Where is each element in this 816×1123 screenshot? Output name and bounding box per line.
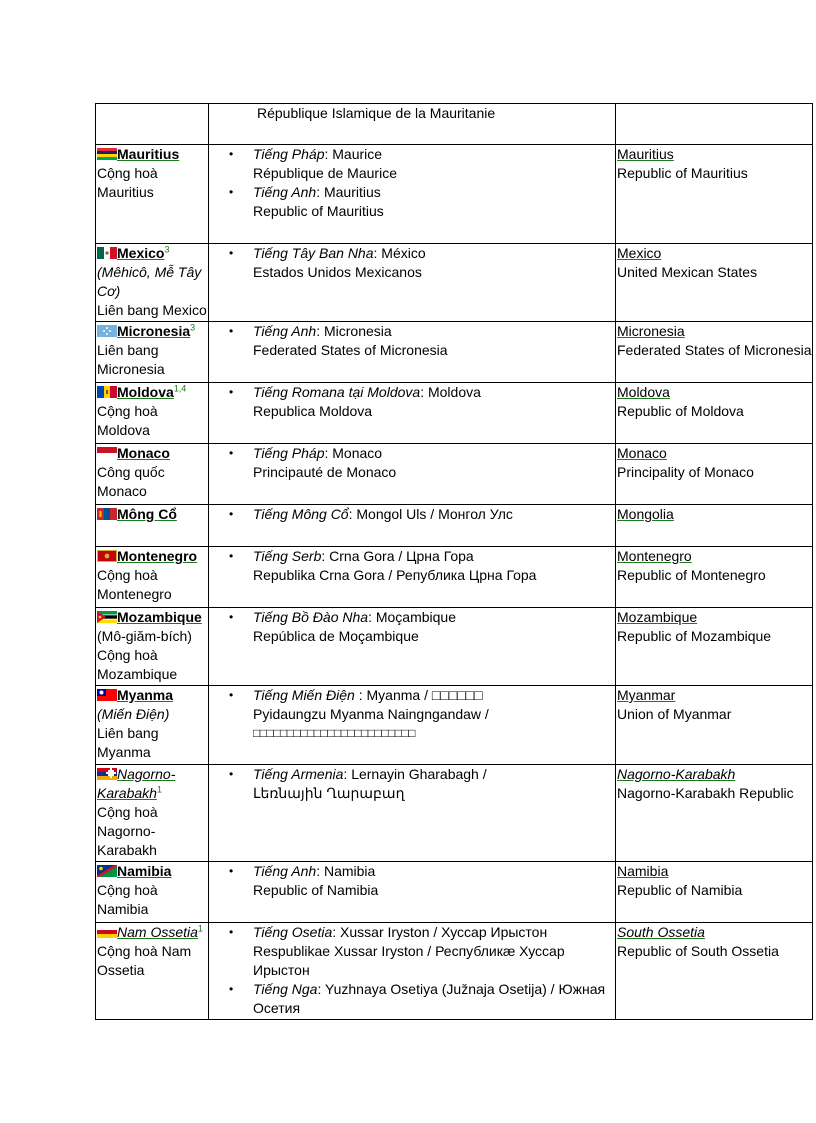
english-names-cell <box>616 104 813 145</box>
country-heading <box>97 244 208 263</box>
native-names-cell <box>209 444 616 505</box>
country-link[interactable]: Moldova <box>117 384 174 400</box>
official-name-line: Liên bang <box>97 342 159 358</box>
native-script-name: □□□□□□□□□□□□□□□□□□□□□□□□ <box>253 726 415 740</box>
native-short-name: Micronesia <box>323 323 392 339</box>
language-entry <box>227 244 615 282</box>
table-row <box>96 686 813 765</box>
english-long-name: Republic of Montenegro <box>617 567 766 583</box>
separator: : <box>358 687 367 703</box>
native-short-name: Xussar Iryston / Хуссар Ирыстон <box>340 924 548 940</box>
english-names-cell <box>616 145 813 244</box>
english-names-cell <box>616 505 813 547</box>
native-full-name: Respublikae Xussar Iryston / Республикæ Хуссар Ирыстон <box>253 943 565 978</box>
english-names-cell <box>616 608 813 686</box>
native-short-name: Monaco <box>332 445 383 461</box>
language-name: Tiếng Miến Điện <box>253 687 359 703</box>
language-name: Tiếng Tây Ban Nha <box>253 245 374 261</box>
language-entry <box>227 444 615 482</box>
table-row <box>96 862 813 923</box>
separator: : <box>373 245 382 261</box>
official-name-line: Myanma <box>97 744 151 760</box>
english-name-link[interactable]: Mongolia <box>617 506 674 522</box>
table-row <box>96 322 813 383</box>
separator: : <box>332 924 341 940</box>
english-long-name: Federated States of Micronesia <box>617 342 812 358</box>
country-cell <box>96 145 209 244</box>
country-heading <box>97 923 208 942</box>
flag-icon <box>97 687 117 703</box>
footnote-marker[interactable]: 1,4 <box>173 383 187 394</box>
native-names-cell <box>209 104 616 145</box>
separator: : <box>316 323 324 339</box>
flag-icon <box>97 384 117 400</box>
country-link[interactable]: Mozambique <box>117 609 202 625</box>
official-name-line: Montenegro <box>97 586 172 602</box>
language-name: Tiếng Serb <box>253 548 322 564</box>
english-names-cell <box>616 686 813 765</box>
separator: : <box>348 506 357 522</box>
official-name-line: Mozambique <box>97 666 178 682</box>
official-name-line: Cộng hoà <box>97 165 158 181</box>
english-name-link[interactable]: Montenegro <box>617 548 692 564</box>
language-name: Tiếng Bồ Đào Nha <box>253 609 369 625</box>
official-name-line: Ossetia <box>97 962 145 978</box>
country-cell <box>96 383 209 444</box>
official-name-line: Cộng hoà <box>97 647 158 663</box>
native-short-name: Mauritius <box>323 184 381 200</box>
separator: : <box>343 766 352 782</box>
country-heading <box>97 444 208 463</box>
country-cell <box>96 686 209 765</box>
english-names-cell <box>616 862 813 923</box>
native-names-cell <box>209 923 616 1020</box>
english-name-link[interactable]: Mauritius <box>617 146 674 162</box>
native-full-name: Principauté de Monaco <box>253 464 397 480</box>
separator: : <box>368 609 376 625</box>
language-list <box>227 686 615 743</box>
native-full-name: République de Maurice <box>253 165 397 181</box>
native-full-name: Republika Crna Gora / Република Црна Гора <box>253 567 537 583</box>
language-entry <box>227 322 615 360</box>
country-heading <box>97 547 208 566</box>
country-link[interactable]: Mauritius <box>117 146 180 162</box>
language-name: Tiếng Armenia <box>253 766 344 782</box>
official-name-line: Cộng hoà Nam <box>97 943 192 959</box>
native-names-cell <box>209 505 616 547</box>
native-full-name: Pyidaungzu Myanma Naingngandaw / <box>253 706 489 722</box>
country-heading <box>97 862 208 881</box>
official-name-line: Nagorno- <box>97 823 156 839</box>
document-page <box>95 103 812 1020</box>
country-heading <box>97 505 208 524</box>
native-names-cell <box>209 547 616 608</box>
language-name: Tiếng Osetia <box>253 924 333 940</box>
official-name-line: Moldova <box>97 422 150 438</box>
country-link[interactable]: Nam Ossetia <box>117 924 198 940</box>
footnote-marker[interactable]: 3 <box>164 244 170 255</box>
language-name: Tiếng Anh <box>253 863 317 879</box>
language-name: Tiếng Anh <box>253 323 317 339</box>
flag-icon <box>97 766 117 782</box>
table-row <box>96 244 813 322</box>
official-name-line: Cộng hoà <box>97 403 158 419</box>
language-name: Tiếng Pháp <box>253 146 325 162</box>
flag-icon <box>97 245 117 261</box>
english-name-link[interactable]: Namibia <box>617 863 669 879</box>
english-name-link[interactable]: Nagorno-Karabakh <box>617 766 736 782</box>
country-cell <box>96 322 209 383</box>
footnote-marker[interactable]: 3 <box>190 322 196 333</box>
english-names-cell <box>616 244 813 322</box>
country-cell <box>96 104 209 145</box>
language-entry <box>227 923 615 980</box>
country-cell <box>96 505 209 547</box>
native-names-cell <box>209 322 616 383</box>
english-long-name: Republic of Moldova <box>617 403 744 419</box>
native-short-name: Yuzhnaya Osetiya (Južnaja Osetija) / Южная Осетия <box>253 981 606 1016</box>
flag-icon <box>97 924 117 940</box>
vietnamese-alt-name: (Miến Điện) <box>97 706 170 722</box>
language-list <box>227 383 615 421</box>
native-names-cell <box>209 765 616 862</box>
language-entry <box>227 862 615 900</box>
table-row <box>96 383 813 444</box>
english-name-link[interactable]: South Ossetia <box>617 924 705 940</box>
flag-icon <box>97 445 117 461</box>
table-row <box>96 923 813 1020</box>
official-name-line: Micronesia <box>97 361 165 377</box>
native-names-cell <box>209 244 616 322</box>
native-full-name: Republic of Mauritius <box>253 203 384 219</box>
language-list <box>227 765 615 803</box>
english-names-cell <box>616 383 813 444</box>
language-entry <box>227 980 615 1018</box>
country-cell <box>96 923 209 1020</box>
official-name-line: Mauritius <box>97 184 154 200</box>
official-name-line: Công quốc <box>97 464 165 480</box>
language-name: Tiếng Romana tại Moldova <box>253 384 421 400</box>
language-entry <box>227 183 615 221</box>
english-long-name: Republic of Namibia <box>617 882 743 898</box>
language-entry <box>227 383 615 421</box>
country-link[interactable]: Namibia <box>117 863 172 879</box>
country-cell <box>96 862 209 923</box>
language-list <box>227 444 615 482</box>
english-names-cell <box>616 765 813 862</box>
native-full-name: Federated States of Micronesia <box>253 342 448 358</box>
native-full-name: République Islamique de la Mauritanie <box>257 105 496 121</box>
country-heading <box>97 765 208 803</box>
country-heading <box>97 383 208 402</box>
country-heading <box>97 608 208 627</box>
english-name-link[interactable]: Micronesia <box>617 323 685 339</box>
native-short-name: Mongol Uls / Монгол Улс <box>356 506 513 522</box>
table-row <box>96 145 813 244</box>
native-short-name: Crna Gora / Црна Гора <box>329 548 474 564</box>
language-list <box>227 862 615 900</box>
country-link[interactable]: Myanma <box>117 687 174 703</box>
english-names-cell <box>616 322 813 383</box>
native-names-cell <box>209 862 616 923</box>
english-names-cell <box>616 923 813 1020</box>
flag-icon <box>97 863 117 879</box>
separator: : <box>321 548 330 564</box>
countries-table <box>95 103 813 1020</box>
separator: : <box>324 146 333 162</box>
native-names-cell <box>209 608 616 686</box>
table-row <box>96 104 813 145</box>
native-full-name: Republic of Namibia <box>253 882 379 898</box>
language-name: Tiếng Nga <box>253 981 318 997</box>
native-full-name: República de Moçambique <box>253 628 419 644</box>
country-link[interactable]: Monaco <box>117 445 170 461</box>
native-short-name: Lernayin Gharabagh / <box>351 766 487 782</box>
english-name-link[interactable]: Moldova <box>617 384 670 400</box>
separator: : <box>420 384 428 400</box>
language-list <box>227 923 615 1018</box>
country-cell <box>96 547 209 608</box>
english-long-name: Principality of Monaco <box>617 464 754 480</box>
english-name-link[interactable]: Myanmar <box>617 687 676 703</box>
language-list <box>227 244 615 282</box>
country-link[interactable]: Montenegro <box>117 548 198 564</box>
table-row <box>96 444 813 505</box>
country-cell <box>96 765 209 862</box>
english-long-name: Nagorno-Karabakh Republic <box>617 785 794 801</box>
language-name: Tiếng Pháp <box>253 445 325 461</box>
native-names-cell <box>209 145 616 244</box>
flag-icon <box>97 323 117 339</box>
footnote-marker[interactable]: 1 <box>156 784 162 795</box>
language-list <box>227 322 615 360</box>
official-name-line: Karabakh <box>97 842 157 858</box>
language-entry <box>227 145 615 183</box>
english-name-link[interactable]: Mexico <box>617 245 662 261</box>
official-name-line: Monaco <box>97 483 147 499</box>
language-name: Tiếng Mông Cổ <box>253 506 349 522</box>
table-row <box>96 608 813 686</box>
native-full-name: Estados Unidos Mexicanos <box>253 264 422 280</box>
flag-icon <box>97 146 117 162</box>
separator: : <box>324 445 333 461</box>
table-row <box>96 505 813 547</box>
native-short-name: Maurice <box>332 146 383 162</box>
english-long-name: Republic of South Ossetia <box>617 943 779 959</box>
official-name-line: Liên bang Mexico <box>97 302 207 318</box>
country-link[interactable]: Mexico <box>117 245 165 261</box>
english-name-link[interactable]: Mozambique <box>617 609 698 625</box>
language-list <box>227 608 615 646</box>
table-row <box>96 547 813 608</box>
separator: : <box>316 184 324 200</box>
language-entry <box>227 765 615 803</box>
native-short-name: Moçambique <box>375 609 456 625</box>
language-name: Tiếng Anh <box>253 184 317 200</box>
english-long-name: Union of Myanmar <box>617 706 732 722</box>
country-cell <box>96 444 209 505</box>
english-name-link[interactable]: Monaco <box>617 445 667 461</box>
native-short-name: México <box>381 245 426 261</box>
footnote-marker[interactable]: 1 <box>197 923 203 934</box>
english-names-cell <box>616 547 813 608</box>
native-short-name: Moldova <box>427 384 481 400</box>
native-full-name: Republica Moldova <box>253 403 373 419</box>
country-cell <box>96 608 209 686</box>
language-entry <box>227 686 615 743</box>
flag-icon <box>97 548 117 564</box>
native-short-name: Namibia <box>323 863 376 879</box>
english-names-cell <box>616 444 813 505</box>
country-heading <box>97 145 208 164</box>
country-heading <box>97 322 208 341</box>
language-list <box>227 145 615 221</box>
country-link[interactable]: Mông Cổ <box>117 506 177 522</box>
official-name-line: Cộng hoà <box>97 804 158 820</box>
english-long-name: Republic of Mozambique <box>617 628 772 644</box>
country-cell <box>96 244 209 322</box>
native-full-name: Լեռնային Ղարաբաղ <box>253 785 405 801</box>
flag-icon <box>97 609 117 625</box>
language-list <box>227 505 615 524</box>
language-entry <box>227 608 615 646</box>
native-short-name: Myanma / □□□□□□ <box>366 687 483 703</box>
official-name-line: Liên bang <box>97 725 159 741</box>
official-name-line: Namibia <box>97 901 149 917</box>
language-entry <box>227 505 615 524</box>
official-name-line: Cộng hoà <box>97 567 158 583</box>
english-long-name: Republic of Mauritius <box>617 165 748 181</box>
vietnamese-alt-name: (Mêhicô, Mễ Tây Cơ) <box>97 264 202 299</box>
country-heading <box>97 686 208 705</box>
separator: : <box>316 863 324 879</box>
language-entry <box>227 547 615 585</box>
native-names-cell <box>209 383 616 444</box>
english-long-name: United Mexican States <box>617 264 758 280</box>
language-list <box>227 547 615 585</box>
country-link[interactable]: Micronesia <box>117 323 191 339</box>
native-names-cell <box>209 686 616 765</box>
separator: : <box>317 981 326 997</box>
official-name-line: Cộng hoà <box>97 882 158 898</box>
table-row <box>96 765 813 862</box>
flag-icon <box>97 506 117 522</box>
vietnamese-alt-name: (Mô-giăm-bích) <box>97 628 192 644</box>
country-link[interactable]: Nagorno-Karabakh <box>97 766 176 801</box>
